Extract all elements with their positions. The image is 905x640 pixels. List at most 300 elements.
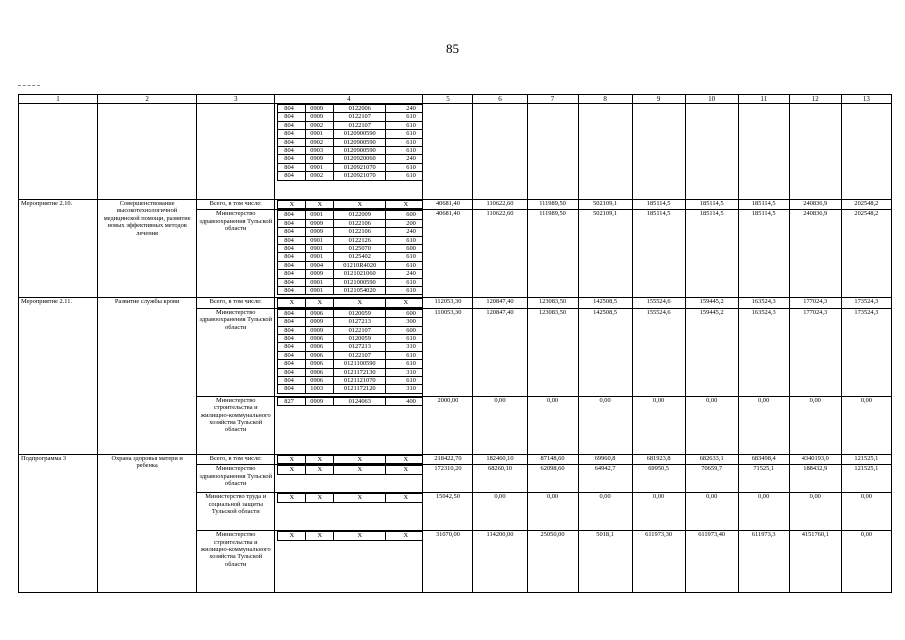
amount-cell: 0,00	[527, 396, 578, 454]
amount-cell: 120847,40	[473, 298, 527, 308]
target-article-code: 0121100590	[334, 360, 386, 368]
header-row	[19, 95, 892, 104]
target-article-code: 0122106	[334, 228, 386, 236]
amount-cell: 111989,50	[527, 200, 578, 210]
amount-cell: 611973,30	[632, 531, 685, 593]
expense-type-code: 610	[386, 261, 423, 269]
section-code: 0909	[306, 105, 334, 113]
amount-cell	[738, 104, 789, 200]
target-article-code: 0120900590	[334, 147, 386, 155]
budget-code-list	[277, 298, 423, 307]
target-article-code: 01210R4020	[334, 261, 386, 269]
budget-code-cell	[275, 308, 423, 396]
section-code: 0906	[306, 335, 334, 343]
budget-code-line	[278, 278, 423, 286]
section-code: 0906	[306, 368, 334, 376]
section-code: 0902	[306, 172, 334, 180]
expense-type-code: 610	[386, 377, 423, 385]
budget-code-line	[278, 318, 423, 326]
ministry-code: X	[278, 201, 306, 209]
ministry-code: 804	[278, 245, 306, 253]
amount-cell: 173524,3	[841, 308, 891, 396]
expense-type-code: 300	[386, 318, 423, 326]
budget-code-line	[278, 245, 423, 253]
target-article-code: 0120059	[334, 335, 386, 343]
budget-code-line	[278, 397, 423, 405]
amount-cell: 172310,20	[423, 465, 473, 493]
expense-type-code: 600	[386, 245, 423, 253]
amount-cell: 159445,2	[685, 308, 738, 396]
target-article-code: X	[334, 455, 386, 463]
expense-type-code: X	[386, 455, 423, 463]
amount-cell: 185114,5	[632, 200, 685, 210]
expense-type-code: 400	[386, 397, 423, 405]
ministry-code: X	[278, 455, 306, 463]
target-article-code: X	[334, 466, 386, 474]
amount-cell: 177024,3	[789, 298, 841, 308]
expense-type-code: 610	[386, 360, 423, 368]
target-article-code: 0122107	[334, 326, 386, 334]
amount-cell: 0,00	[578, 396, 632, 454]
ministry-code: 804	[278, 360, 306, 368]
expense-type-code: 310	[386, 343, 423, 351]
budget-code-line	[278, 253, 423, 261]
executor-cell: Министерство строительства и жилищно-коммунального хозяйства Тульской области	[197, 531, 275, 593]
budget-code-line	[278, 360, 423, 368]
amount-cell: 4151760,1	[789, 531, 841, 593]
executor-cell: Министерство здравоохранения Тульской области	[197, 210, 275, 298]
top-rule	[18, 85, 40, 86]
header-cell-9: 9	[632, 95, 685, 104]
budget-code-list	[277, 309, 423, 394]
budget-code-line	[278, 130, 423, 138]
budget-code-line	[278, 236, 423, 244]
section-code: 1003	[306, 385, 334, 393]
ministry-code: 804	[278, 113, 306, 121]
budget-code-list	[277, 493, 423, 502]
amount-cell: 182460,10	[473, 454, 527, 464]
target-article-code: X	[334, 299, 386, 307]
amount-cell: 0,00	[685, 396, 738, 454]
budget-code-line	[278, 211, 423, 219]
expense-type-code: 610	[386, 253, 423, 261]
amount-cell: 110053,30	[423, 308, 473, 396]
ministry-code: 804	[278, 377, 306, 385]
budget-code-line	[278, 105, 423, 113]
measure-description-cell: Охрана здоровья матери и ребенка	[98, 454, 197, 592]
budget-code-list	[277, 465, 423, 474]
amount-cell: 502109,1	[578, 200, 632, 210]
budget-code-line	[278, 228, 423, 236]
amount-cell: 142508,5	[578, 308, 632, 396]
header-cell-10: 10	[685, 95, 738, 104]
amount-cell: 62098,60	[527, 465, 578, 493]
ministry-code: 804	[278, 172, 306, 180]
amount-cell: 31070,00	[423, 531, 473, 593]
ministry-code: 804	[278, 228, 306, 236]
amount-cell	[632, 104, 685, 200]
amount-cell: 185114,5	[738, 200, 789, 210]
amount-cell: 681923,8	[632, 454, 685, 464]
amount-cell	[841, 104, 891, 200]
section-code: 0909	[306, 219, 334, 227]
amount-cell: 110622,60	[473, 210, 527, 298]
header-cell-1: 1	[19, 95, 98, 104]
expense-type-code: X	[386, 299, 423, 307]
budget-code-cell	[275, 104, 423, 200]
table-row	[19, 200, 892, 210]
amount-cell: 112053,30	[423, 298, 473, 308]
target-article-code: 0122126	[334, 236, 386, 244]
amount-cell: 188432,9	[789, 465, 841, 493]
measure-description-cell	[98, 104, 197, 200]
target-article-code: 0121172120	[334, 385, 386, 393]
budget-code-line	[278, 368, 423, 376]
ministry-code: 804	[278, 163, 306, 171]
ministry-code: 804	[278, 138, 306, 146]
section-code: 0902	[306, 138, 334, 146]
target-article-code: 0125402	[334, 253, 386, 261]
expense-type-code: X	[386, 532, 423, 540]
section-code: X	[306, 201, 334, 209]
budget-code-line	[278, 326, 423, 334]
executor-cell: Министерство строительства и жилищно-коммунального хозяйства Тульской области	[197, 396, 275, 454]
amount-cell: 5018,1	[578, 531, 632, 593]
section-code: 0909	[306, 113, 334, 121]
budget-code-line	[278, 163, 423, 171]
measure-name-cell: Мероприятие 2.11.	[19, 298, 98, 454]
budget-code-line	[278, 172, 423, 180]
amount-cell: 0,00	[578, 493, 632, 531]
target-article-code: 0127213	[334, 318, 386, 326]
measure-name-cell: Подпрограмма 3	[19, 454, 98, 592]
amount-cell: 0,00	[841, 531, 891, 593]
amount-cell: 163524,3	[738, 308, 789, 396]
header-cell-8: 8	[578, 95, 632, 104]
section-code: 0901	[306, 211, 334, 219]
section-code: 0909	[306, 318, 334, 326]
amount-cell: 15042,50	[423, 493, 473, 531]
expense-type-code: 310	[386, 385, 423, 393]
budget-code-cell	[275, 298, 423, 308]
amount-cell	[578, 104, 632, 200]
budget-code-line	[278, 335, 423, 343]
budget-code-cell	[275, 454, 423, 464]
budget-code-line	[278, 343, 423, 351]
section-code: 0901	[306, 253, 334, 261]
amount-cell: 120847,40	[473, 308, 527, 396]
section-code: 0901	[306, 236, 334, 244]
target-article-code: X	[334, 201, 386, 209]
budget-code-line	[278, 287, 423, 295]
target-article-code: 0122107	[334, 113, 386, 121]
expense-type-code: 610	[386, 335, 423, 343]
ministry-code: 804	[278, 318, 306, 326]
ministry-code: 804	[278, 105, 306, 113]
table-row	[19, 454, 892, 464]
header-cell-4: 4	[275, 95, 423, 104]
section-code: 0909	[306, 155, 334, 163]
executor-cell: Министерство труда и социальной защиты Тульской области	[197, 493, 275, 531]
amount-cell: 142508,5	[578, 298, 632, 308]
amount-cell	[685, 104, 738, 200]
amount-cell: 159445,2	[685, 298, 738, 308]
amount-cell: 0,00	[789, 493, 841, 531]
expense-type-code: 600	[386, 309, 423, 317]
ministry-code: 804	[278, 343, 306, 351]
expense-type-code: 240	[386, 155, 423, 163]
target-article-code: 0122107	[334, 121, 386, 129]
budget-code-line	[278, 385, 423, 393]
amount-cell: 40681,40	[423, 210, 473, 298]
budget-code-cell	[275, 493, 423, 531]
table-row	[19, 298, 892, 308]
budget-code-list	[277, 104, 423, 181]
section-code: 0906	[306, 351, 334, 359]
header-cell-12: 12	[789, 95, 841, 104]
budget-code-line	[278, 201, 423, 209]
target-article-code: 0120920060	[334, 155, 386, 163]
ministry-code: 804	[278, 121, 306, 129]
budget-code-cell	[275, 396, 423, 454]
target-article-code: 0122009	[334, 211, 386, 219]
amount-cell: 202548,2	[841, 200, 891, 210]
budget-code-cell	[275, 465, 423, 493]
budget-code-line	[278, 309, 423, 317]
section-code: 0904	[306, 261, 334, 269]
amount-cell: 185114,5	[632, 210, 685, 298]
amount-cell: 69960,8	[578, 454, 632, 464]
budget-table	[18, 94, 892, 593]
expense-type-code: 610	[386, 351, 423, 359]
section-code: 0901	[306, 130, 334, 138]
ministry-code: 804	[278, 335, 306, 343]
budget-code-line	[278, 351, 423, 359]
section-code: X	[306, 494, 334, 502]
target-article-code: X	[334, 494, 386, 502]
expense-type-code: 200	[386, 219, 423, 227]
target-article-code: 0120921070	[334, 172, 386, 180]
measure-name-cell	[19, 104, 98, 200]
amount-cell: 0,00	[841, 396, 891, 454]
header-cell-5: 5	[423, 95, 473, 104]
amount-cell: 185114,5	[685, 210, 738, 298]
expense-type-code: X	[386, 201, 423, 209]
measure-name-cell: Мероприятие 2.10.	[19, 200, 98, 298]
amount-cell: 123083,50	[527, 298, 578, 308]
amount-cell	[527, 104, 578, 200]
target-article-code: 0127213	[334, 343, 386, 351]
ministry-code: X	[278, 466, 306, 474]
header-cell-13: 13	[841, 95, 891, 104]
ministry-code: 804	[278, 211, 306, 219]
budget-code-line	[278, 299, 423, 307]
amount-cell: 218422,70	[423, 454, 473, 464]
amount-cell	[423, 104, 473, 200]
expense-type-code: 610	[386, 147, 423, 155]
amount-cell: 185114,5	[738, 210, 789, 298]
section-code: 0906	[306, 309, 334, 317]
expense-type-code: 600	[386, 211, 423, 219]
expense-type-code: 610	[386, 130, 423, 138]
target-article-code: 0124063	[334, 397, 386, 405]
budget-code-list	[277, 210, 423, 295]
amount-cell: 173524,3	[841, 298, 891, 308]
amount-cell: 123083,50	[527, 308, 578, 396]
budget-code-cell	[275, 200, 423, 210]
header-cell-6: 6	[473, 95, 527, 104]
amount-cell: 111989,50	[527, 210, 578, 298]
expense-type-code: 240	[386, 105, 423, 113]
section-code: 0903	[306, 147, 334, 155]
header-cell-2: 2	[98, 95, 197, 104]
ministry-code: 804	[278, 385, 306, 393]
amount-cell: 611973,3	[738, 531, 789, 593]
budget-code-line	[278, 261, 423, 269]
section-code: 0906	[306, 343, 334, 351]
budget-code-line	[278, 121, 423, 129]
target-article-code: 0122006	[334, 105, 386, 113]
section-code: 0901	[306, 278, 334, 286]
section-code: 0909	[306, 397, 334, 405]
ministry-code: 804	[278, 278, 306, 286]
section-code: 0906	[306, 360, 334, 368]
amount-cell: 0,00	[738, 396, 789, 454]
target-article-code: 0121021060	[334, 270, 386, 278]
ministry-code: X	[278, 299, 306, 307]
ministry-code: X	[278, 494, 306, 502]
budget-code-cell	[275, 210, 423, 298]
amount-cell: 0,00	[841, 493, 891, 531]
measure-description-cell: Развитие службы крови	[98, 298, 197, 454]
expense-type-code: 610	[386, 163, 423, 171]
budget-code-line	[278, 138, 423, 146]
amount-cell: 240836,9	[789, 210, 841, 298]
ministry-code: 804	[278, 270, 306, 278]
budget-code-line	[278, 494, 423, 502]
expense-type-code: 310	[386, 368, 423, 376]
target-article-code: 0121000590	[334, 278, 386, 286]
amount-cell: 0,00	[632, 396, 685, 454]
section-code: X	[306, 532, 334, 540]
amount-cell: 502109,1	[578, 210, 632, 298]
section-code: X	[306, 466, 334, 474]
target-article-code: 0122107	[334, 351, 386, 359]
budget-code-list	[277, 200, 423, 209]
amount-cell: 0,00	[685, 493, 738, 531]
expense-type-code: 610	[386, 138, 423, 146]
executor-cell: Министерство здравоохранения Тульской области	[197, 465, 275, 493]
amount-cell: 64942,7	[578, 465, 632, 493]
amount-cell: 155524,6	[632, 308, 685, 396]
target-article-code: 0121121070	[334, 377, 386, 385]
target-article-code: 0122106	[334, 219, 386, 227]
page-number: 85	[446, 41, 459, 56]
measure-description-cell: Совершенствование высокотехнологичной медицинской помощи, развитие новых эффективных методов лечения	[98, 200, 197, 298]
budget-code-cell	[275, 531, 423, 593]
budget-code-list	[277, 397, 423, 406]
amount-cell	[473, 104, 527, 200]
target-article-code: 0120900590	[334, 130, 386, 138]
expense-type-code: 610	[386, 113, 423, 121]
executor-cell	[197, 104, 275, 200]
target-article-code: 0120921070	[334, 163, 386, 171]
ministry-code: 804	[278, 253, 306, 261]
amount-cell: 110622,60	[473, 200, 527, 210]
section-code: 0902	[306, 121, 334, 129]
ministry-code: 804	[278, 147, 306, 155]
ministry-code: 804	[278, 236, 306, 244]
budget-code-list	[277, 531, 423, 540]
section-code: 0901	[306, 287, 334, 295]
amount-cell: 2000,00	[423, 396, 473, 454]
section-code: 0901	[306, 163, 334, 171]
amount-cell: 0,00	[527, 493, 578, 531]
amount-cell: 121525,1	[841, 454, 891, 464]
table-row	[19, 104, 892, 200]
amount-cell: 240836,9	[789, 200, 841, 210]
amount-cell: 71525,1	[738, 465, 789, 493]
amount-cell: 177024,3	[789, 308, 841, 396]
ministry-code: 804	[278, 261, 306, 269]
expense-type-code: 240	[386, 270, 423, 278]
expense-type-code: 610	[386, 172, 423, 180]
target-article-code: 0120059	[334, 309, 386, 317]
amount-cell: 0,00	[473, 396, 527, 454]
budget-code-line	[278, 377, 423, 385]
ministry-code: 804	[278, 326, 306, 334]
amount-cell: 87148,60	[527, 454, 578, 464]
amount-cell: 0,00	[473, 493, 527, 531]
executor-cell: Всего, в том числе:	[197, 298, 275, 308]
section-code: 0909	[306, 228, 334, 236]
target-article-code: 0121054020	[334, 287, 386, 295]
section-code: 0909	[306, 326, 334, 334]
amount-cell: 185114,5	[685, 200, 738, 210]
target-article-code: 0120900590	[334, 138, 386, 146]
amount-cell: 40681,40	[423, 200, 473, 210]
expense-type-code: 610	[386, 121, 423, 129]
amount-cell: 202548,2	[841, 210, 891, 298]
ministry-code: 804	[278, 368, 306, 376]
budget-code-list	[277, 455, 423, 464]
budget-code-line	[278, 155, 423, 163]
amount-cell: 25050,00	[527, 531, 578, 593]
header-cell-11: 11	[738, 95, 789, 104]
expense-type-code: X	[386, 494, 423, 502]
amount-cell: 114200,00	[473, 531, 527, 593]
amount-cell: 69950,5	[632, 465, 685, 493]
executor-cell: Всего, в том числе:	[197, 200, 275, 210]
amount-cell: 0,00	[738, 493, 789, 531]
ministry-code: X	[278, 532, 306, 540]
expense-type-code: 610	[386, 236, 423, 244]
amount-cell: 611973,40	[685, 531, 738, 593]
budget-code-line	[278, 455, 423, 463]
section-code: 0906	[306, 377, 334, 385]
executor-cell: Министерство здравоохранения Тульской области	[197, 308, 275, 396]
ministry-code: 804	[278, 155, 306, 163]
amount-cell: 163524,3	[738, 298, 789, 308]
amount-cell: 70659,7	[685, 465, 738, 493]
amount-cell: 68260,10	[473, 465, 527, 493]
header-cell-7: 7	[527, 95, 578, 104]
expense-type-code: 600	[386, 326, 423, 334]
budget-code-line	[278, 147, 423, 155]
ministry-code: 804	[278, 351, 306, 359]
amount-cell	[789, 104, 841, 200]
budget-code-line	[278, 270, 423, 278]
